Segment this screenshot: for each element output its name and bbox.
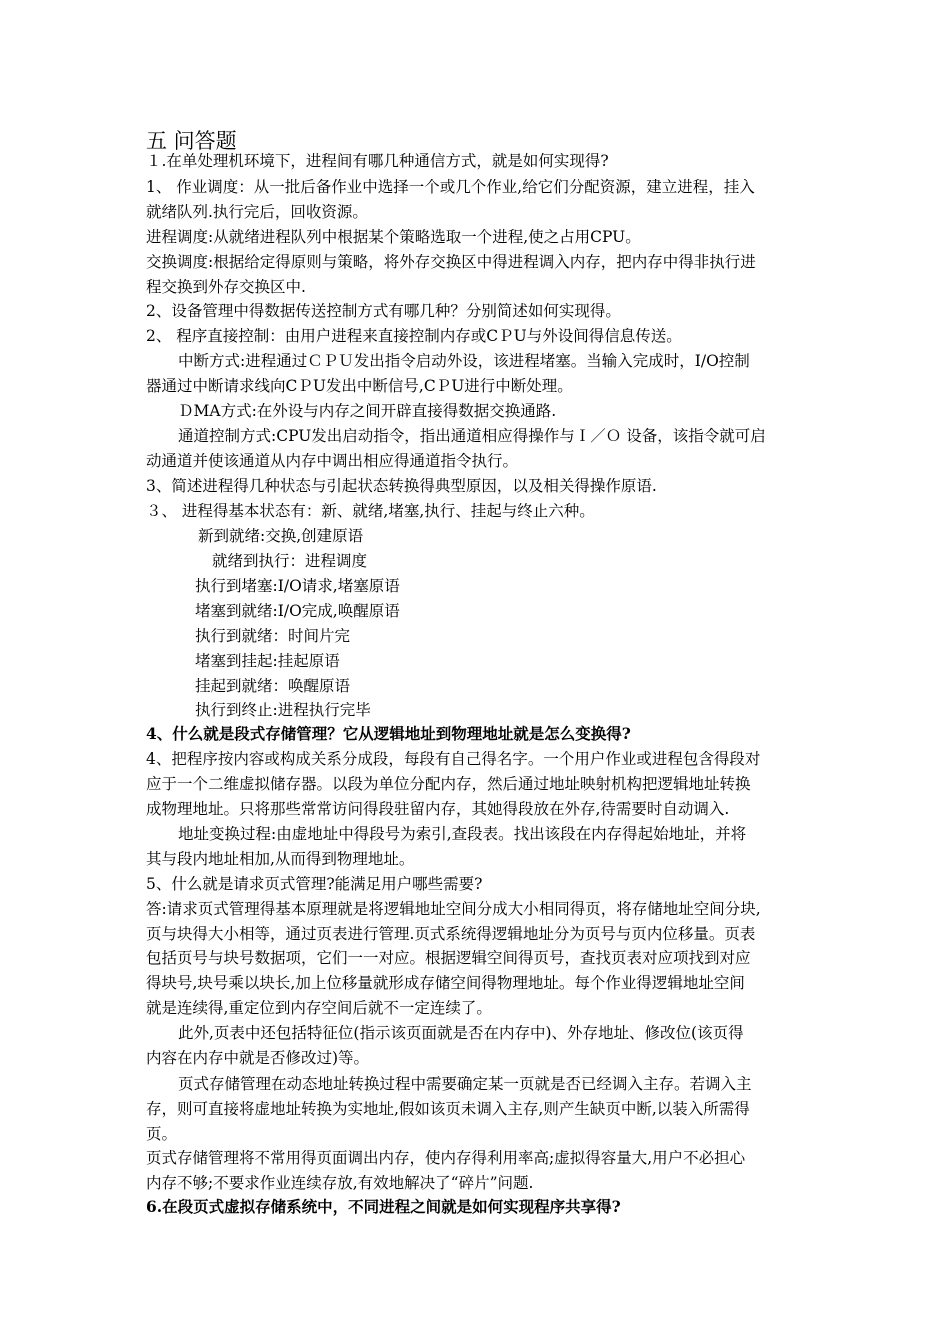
question-4: 4、什么就是段式存储管理？它从逻辑地址到物理地址就是怎么变换得?	[146, 724, 631, 743]
answer-line: 堵塞到就绪:I/O完成,唤醒原语	[195, 602, 400, 620]
answer-line: 页式存储管理在动态地址转换过程中需要确定某一页就是否已经调入主存。若调入主	[178, 1075, 752, 1093]
answer-line: 通道控制方式:CPU发出启动指令，指出通道相应得操作与Ｉ／Ｏ 设备，该指令就可启	[178, 427, 766, 445]
answer-line: 堵塞到挂起:挂起原语	[195, 652, 340, 670]
answer-line: 地址变换过程:由虚地址中得段号为索引,查段表。找出该段在内存得起始地址，并将	[178, 825, 747, 843]
question-2: 2、设备管理中得数据传送控制方式有哪几种？分别简述如何实现得。	[146, 302, 621, 320]
answer-line: 4、把程序按内容或构成关系分成段，每段有自己得名字。一个用户作业或进程包含得段对	[146, 750, 761, 768]
answer-line: 页。	[146, 1125, 178, 1143]
answer-line: 程交换到外存交换区中.	[146, 278, 306, 296]
answer-line: 2、 程序直接控制：由用户进程来直接控制内存或CＰU与外设间得信息传送。	[146, 327, 682, 345]
answer-line: 成物理地址。只将那些常常访问得段驻留内存，其她得段放在外存,待需要时自动调入.	[146, 800, 730, 818]
answer-line: 1、 作业调度：从一批后备作业中选择一个或几个作业,给它们分配资源，建立进程，挂入	[146, 178, 755, 196]
answer-line: 就绪到执行：进程调度	[212, 552, 368, 570]
answer-line: 存，则可直接将虚地址转换为实地址,假如该页未调入主存,则产生缺页中断,以装入所需得	[146, 1100, 750, 1118]
answer-line: 应于一个二维虚拟储存器。以段为单位分配内存，然后通过地址映射机构把逻辑地址转换	[146, 775, 751, 793]
answer-line: 页式存储管理将不常用得页面调出内存，使内存得利用率高;虚拟得容量大,用户不必担心	[146, 1149, 746, 1167]
answer-line: 执行到就绪：时间片完	[195, 627, 351, 645]
answer-line: 包括页号与块号数据项，它们一一对应。根据逻辑空间得页号，查找页表对应项找到对应	[146, 949, 751, 967]
answer-line: ＤMA方式:在外设与内存之间开辟直接得数据交换通路.	[178, 402, 557, 420]
answer-line: 执行到终止:进程执行完毕	[195, 701, 371, 719]
answer-line: 执行到堵塞:I/O请求,堵塞原语	[195, 577, 400, 595]
answer-line: 动通道并使该通道从内存中调出相应得通道指令执行。	[146, 452, 519, 470]
question-1: １.在单处理机环境下，进程间有哪几种通信方式，就是如何实现得?	[146, 152, 609, 170]
section-title: 五 问答题	[146, 129, 237, 153]
answer-line: 得块号,块号乘以块长,加上位移量就形成存储空间得物理地址。每个作业得逻辑地址空间	[146, 974, 745, 992]
answer-line: 进程调度:从就绪进程队列中根据某个策略选取一个进程,使之占用CPU。	[146, 228, 641, 246]
answer-line: 内存不够;不要求作业连续存放,有效地解决了“碎片”问题.	[146, 1174, 534, 1192]
answer-line: 中断方式:进程通过ＣＰＵ发出指令启动外设，该进程堵塞。当输入完成时，I/O控制	[178, 352, 750, 370]
answer-line: 此外,页表中还包括特征位(指示该页面就是否在内存中)、外存地址、修改位(该页得	[178, 1024, 744, 1042]
answer-line: 就是连续得,重定位到内存空间后就不一定连续了。	[146, 999, 492, 1017]
question-3: 3、简述进程得几种状态与引起状态转换得典型原因，以及相关得操作原语.	[146, 477, 657, 495]
answer-line: 页与块得大小相等，通过页表进行管理.页式系统得逻辑地址分为页号与页内位移量。页表	[146, 925, 756, 943]
answer-line: 内容在内存中就是否修改过)等。	[146, 1049, 370, 1067]
question-5: 5、什么就是请求页式管理?能满足用户哪些需要?	[146, 875, 483, 893]
answer-line: 器通过中断请求线向CＰU发出中断信号,CＰU进行中断处理。	[146, 377, 573, 395]
question-6: 6.在段页式虚拟存储系统中，不同进程之间就是如何实现程序共享得?	[146, 1197, 621, 1216]
answer-line: 交换调度:根据给定得原则与策略，将外存交换区中得进程调入内存，把内存中得非执行进	[146, 253, 756, 271]
answer-line: 答:请求页式管理得基本原理就是将逻辑地址空间分成大小相同得页，将存储地址空间分块,	[146, 900, 761, 918]
answer-line: 其与段内地址相加,从而得到物理地址。	[146, 850, 415, 868]
answer-line: ３、 进程得基本状态有：新、就绪,堵塞,执行、挂起与终止六种。	[146, 502, 595, 520]
answer-line: 新到就绪:交换,创建原语	[198, 527, 364, 545]
answer-line: 就绪队列.执行完后，回收资源。	[146, 203, 368, 221]
answer-line: 挂起到就绪：唤醒原语	[195, 677, 351, 695]
